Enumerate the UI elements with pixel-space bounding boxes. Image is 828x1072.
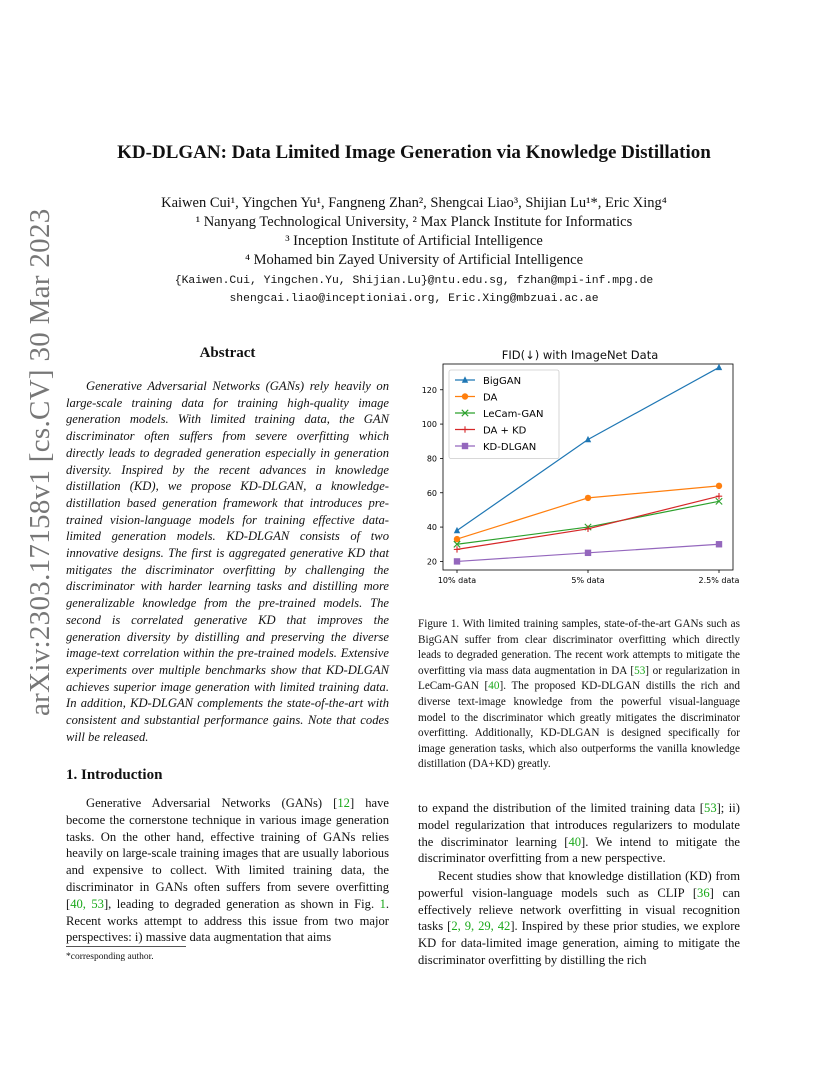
x-tick-label: 5% data [571,576,605,585]
footnote-rule [66,946,186,947]
citation-link[interactable]: 40 [568,834,582,849]
legend-marker [462,443,468,449]
legend-label: LeCam-GAN [483,409,544,420]
series-line [457,496,719,549]
data-point [454,527,460,533]
affiliation-line-3: ⁴ Mohamed bin Zayed University of Artificial Intelligence [244,252,584,268]
y-tick-label: 80 [426,454,437,464]
intro-paragraph-1: Generative Adversarial Networks (GANs) [12] have become the cornerstone technique in various image generation tasks. On the other hand, effective training of GANs relies heavily on large-scale training images that are usually laborious and expensive to collect. With limited training data, the discriminator in GANs often suffers from severe overfitting [40, 53], leading to degraded generation as shown in Fig. 1. Recent works attempt to address this issue from two major perspectives: i) massive data augmentation that aims [66,796,390,945]
paper-title: KD-DLGAN: Data Limited Image Generation via Knowledge Distillation [117,142,711,163]
citation-link[interactable]: 36 [697,885,710,900]
x-tick-label: 10% data [437,576,477,585]
intro-right-paragraph-1: to expand the distribution of the limited training data [53]; ii) model regularization that introduces regularizers to modulate the discriminator learning [40]. We intend to mitigate the discriminator overfitting from a new perspective. [418,801,740,866]
legend-marker [462,393,468,399]
fid-line-chart [415,362,745,592]
email-line-1: {Kaiwen.Cui, Yingchen.Yu, Shijian.Lu}@ntu.edu.sg, fzhan@mpi-inf.mpg.de [174,275,654,287]
citation-link[interactable]: 40 [488,680,500,693]
y-tick-label: 100 [421,420,437,430]
abstract-heading: Abstract [199,345,256,361]
citation-link[interactable]: 40, 53 [70,896,104,911]
data-point [454,558,460,564]
y-tick-label: 120 [421,385,437,395]
arxiv-watermark: arXiv:2303.17158v1 [cs.CV] 30 Mar 2023 [24,208,56,716]
series-line [457,501,719,544]
y-tick-label: 40 [426,523,437,533]
section-heading-introduction: 1. Introduction [66,767,163,783]
y-tick-label: 60 [426,488,437,498]
figure-link[interactable]: 1 [379,896,386,911]
legend-label: DA + KD [483,425,527,437]
author-list: Kaiwen Cui¹, Yingchen Yu¹, Fangneng Zhan², Shengcai Liao³, Shijian Lu¹*, Eric Xing⁴ [161,195,667,211]
data-point [585,436,591,442]
data-point [585,495,591,501]
data-point [716,541,722,547]
affiliation-line-1: ¹ Nanyang Technological University, ² Max Planck Institute for Informatics [195,214,633,230]
legend-label: KD-DLGAN [483,442,537,453]
citation-link[interactable]: 2, 9, 29, 42 [451,919,511,934]
chart-title: FID(↓) with ImageNet Data [501,348,659,362]
data-point [716,483,722,489]
y-tick-label: 20 [426,557,437,567]
x-tick-label: 2.5% data [698,576,740,585]
data-point [716,364,722,370]
citation-link[interactable]: 53 [634,664,646,677]
footnote: *corresponding author. [66,952,154,962]
legend-label: DA [483,392,498,404]
data-point [585,550,591,556]
figure-caption: Figure 1. With limited training samples, state-of-the-art GANs such as BigGAN suffer from clear discriminator overfitting which directly leads to degraded generation. The recent work attempts to mitigate the overfitting via mass data augmentation in DA [53] or regularization in LeCam-GAN [40]. The proposed KD-DLGAN distills the rich and diverse text-image knowledge from the powerful visual-language model to the discriminator which greatly mitigates the discriminator overfitting. Additionally, KD-DLGAN is designed specifically for image generation tasks, which also outperforms the vanilla knowledge distillation (DA+KD) greatly. [418,618,741,771]
email-line-2: shengcai.liao@inceptioniai.org, Eric.Xing@mbzuai.ac.ae [229,293,599,305]
citation-link[interactable]: 12 [337,796,350,810]
legend-label: BigGAN [483,376,522,387]
abstract-text: Generative Adversarial Networks (GANs) rely heavily on large-scale training data for training high-quality image generation models. With limited training data, the GAN discriminator often suffers from severe overfitting which directly leads to degraded generation especially in generation diversity. Inspired by the recent advances in knowledge distillation (KD), we propose KD-DLGAN, a knowledge-distillation based generation framework that introduces pre-trained vision-language models for training effective data-limited generation models. KD-DLGAN consists of two innovative designs. The first is aggregated generative KD that mitigates the discriminator overfitting by challenging the discriminator with harder learning tasks and distilling more generalizable knowledge from the pre-trained models. The second is correlated generative KD that improves the generation diversity by distilling and preserving the diverse image-text correlation within the pre-trained models. Extensive experiments over multiple benchmarks show that KD-DLGAN achieves superior image generation with limited training data. In addition, KD-DLGAN complements the state-of-the-art with consistent and substantial performance gains. Note that codes will be released. [66,379,389,744]
citation-link[interactable]: 53 [704,801,717,815]
affiliation-line-2: ³ Inception Institute of Artificial Intelligence [285,233,543,249]
intro-right-paragraph-2: Recent studies show that knowledge distillation (KD) from powerful vision-language models such as CLIP [36] can effectively relieve network overfitting in visual recognition tasks [2, 9, 29, 42]. Inspired by these prior studies, we explore KD for data-limited image generation, aiming to mitigate the discriminator overfitting by distilling the rich [418,869,741,967]
